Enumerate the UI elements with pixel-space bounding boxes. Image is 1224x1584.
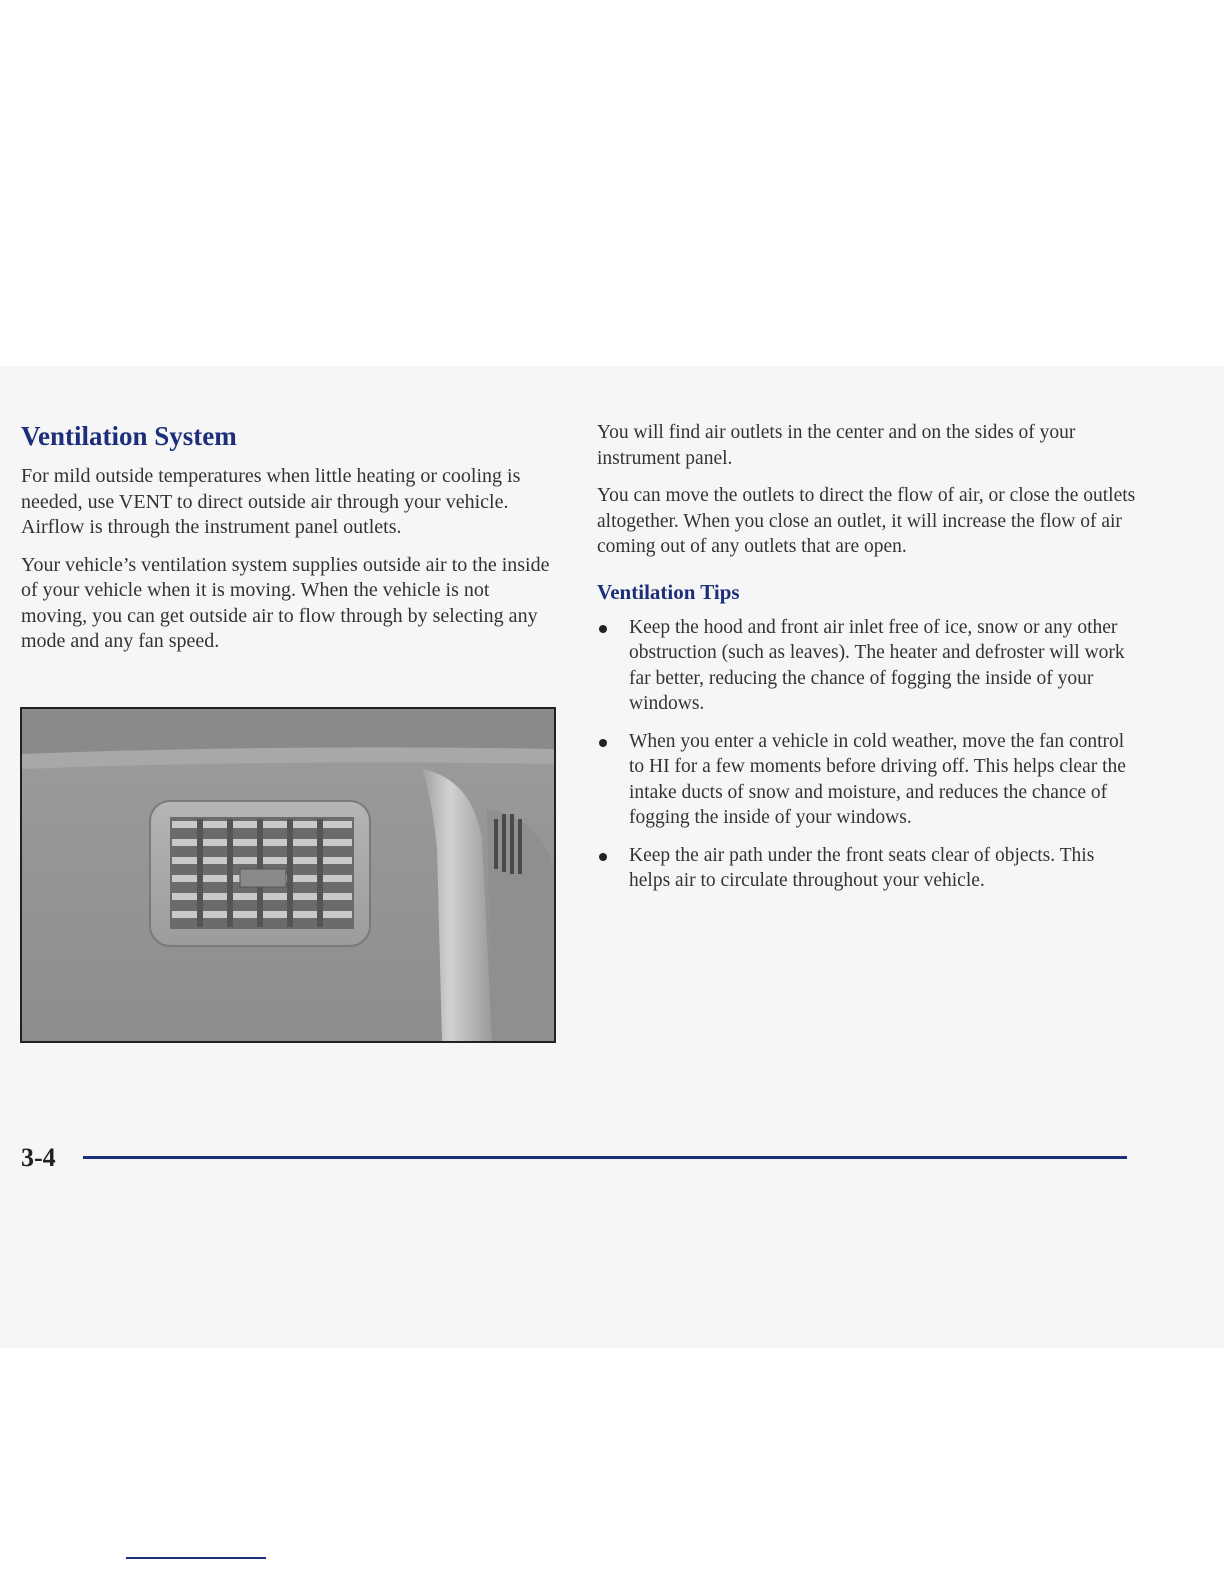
- paragraph-vent-intro: For mild outside temperatures when little heating or cooling is needed, use VENT to direct outside air through your vehicle. Airflow is through the instrument panel outlets.: [21, 465, 521, 539]
- left-column: [21, 420, 551, 667]
- tip-text: Keep the hood and front air inlet free of ice, snow or any other obstruction (such as leaves). The heater and defroster will work far better, reducing the chance of fogging the inside of your windows.: [629, 616, 1125, 715]
- tip-item: [597, 615, 1137, 717]
- paragraph-outlets-direction: You can move the outlets to direct the flow of air, or close the outlets altogether. When you close an outlet, it will increase the flow of air coming out of any outlets that are open.: [597, 485, 1136, 557]
- paragraph-outlets-location: You will find air outlets in the center and on the sides of your instrument panel.: [597, 422, 1076, 469]
- section-heading: Ventilation System: [21, 421, 237, 451]
- tip-text: When you enter a vehicle in cold weather, move the fan control to HI for a few moments before driving off. This helps clear the intake ducts of snow and moisture, and reduces the chance of fogging the inside of your windows.: [629, 730, 1126, 829]
- right-column: [597, 420, 1137, 906]
- tip-item: [597, 843, 1137, 894]
- tip-text: Keep the air path under the front seats clear of objects. This helps air to circulate throughout your vehicle.: [629, 844, 1095, 892]
- bullet-icon: [599, 853, 607, 861]
- air-outlet-photo: [20, 707, 556, 1043]
- footer-rule: [83, 1156, 1127, 1159]
- tip-item: [597, 729, 1137, 831]
- air-outlet-illustration: [22, 709, 554, 1041]
- bottom-mark: [126, 1557, 266, 1559]
- bullet-icon: [599, 739, 607, 747]
- paragraph-vent-system: Your vehicle’s ventilation system supplies outside air to the inside of your vehicle when it is moving. When the vehicle is not moving, you can get outside air to flow through by selecting any mode and any fan speed.: [21, 553, 550, 653]
- tips-list: [597, 615, 1137, 894]
- bullet-icon: [599, 625, 607, 633]
- page-number: 3-4: [21, 1143, 56, 1172]
- subheading-ventilation-tips: Ventilation Tips: [597, 579, 740, 604]
